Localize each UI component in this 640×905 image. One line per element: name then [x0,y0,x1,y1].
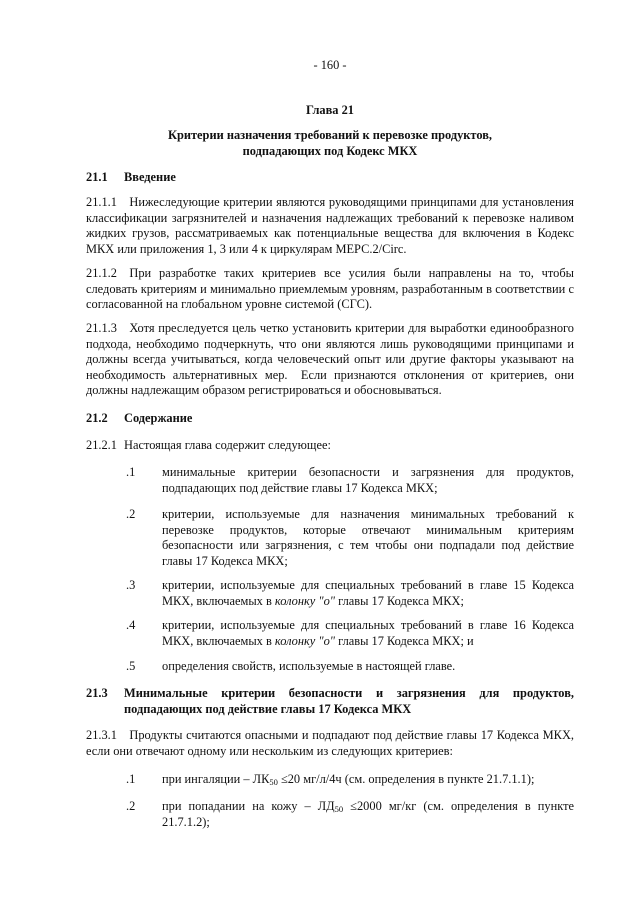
list-item-number: .2 [126,507,136,521]
chapter-heading: Глава 21 [305,103,354,117]
column-reference: колонку "о" [274,593,336,608]
list-item-number: .1 [126,772,136,786]
criterion-value: ≤20 мг/л/4ч (см. определения в пункте 21.7.1.1); [277,772,535,786]
paragraph-21-1-1: 21.1.1 Нижеследующие критерии являются руководящими принципами для установления классификации загрязнителей и назначения надлежащих требований к перевозке наливом жидких грузов, рассматриваемых как потенциальные вещества для включения в Кодекс МКХ или приложения 1, 3 или 4 к циркулярам МЕРС.2/Circ. [86,195,574,256]
list-item-text [162,578,574,609]
list-item-number: .3 [126,578,136,592]
paragraph-number: 21.3.1 [86,728,117,742]
chapter-title-line-1: Критерии назначения требований к перевозке продуктов, [167,128,493,142]
list-item-text-part: критерии, используемые для специальных требований в главе 16 Кодекса МКХ, включаемых в [162,618,574,648]
section-title: Минимальные критерии безопасности и загрязнения для продуктов, подпадающих под действие главы 17 Кодекса МКХ [124,686,574,716]
paragraph-text: Настоящая глава содержит следующее: [124,438,331,452]
paragraph-text: Продукты считаются опасными и подпадают под действие главы 17 Кодекса МКХ, если они отвечают одному или нескольким из следующих критериев: [86,728,574,758]
list-item-text [162,799,574,830]
section-number: 21.1 [86,170,108,184]
paragraph-number: 21.2.1 [86,438,117,452]
list-item-text: критерии, используемые для назначения минимальных требований к перевозке продуктов, которые отвечают минимальным критериям безопасности или загрязнения, с тем чтобы они подпадали под действие главы 17 Кодекса МКХ; [162,507,574,568]
list-item-text-part: главы 17 Кодекса МКХ; [335,593,464,608]
list-item-number: .2 [126,799,136,813]
subscript: 50 [334,804,344,814]
paragraph-21-1-2: 21.1.2 При разработке таких критериев все усилия были направлены на то, чтобы следовать критериям и минимально приемлемым уровням, разработанным в соответствии с согласованной на глобальном уровне системой (СГС). [86,266,574,311]
list-item-text: определения свойств, используемые в настоящей главе. [162,659,456,673]
page-number: - 160 - [313,58,347,72]
list-item-text-part: главы 17 Кодекса МКХ; и [335,633,474,648]
list-item-number: .5 [126,659,136,673]
list-item-text [162,772,574,788]
section-title: Содержание [124,411,193,425]
section-number: 21.2 [86,411,108,425]
list-item-text [162,618,574,649]
list-item-text: минимальные критерии безопасности и загрязнения для продуктов, подпадающих под действие главы 17 Кодекса МКХ; [162,465,574,495]
section-title: Введение [124,170,176,184]
paragraph-21-1-3: 21.1.3 Хотя преследуется цель четко установить критерии для выработки единообразного подхода, необходимо подчеркнуть, что они являются лишь руководящими принципами и должны всегда учитываться, когда человеческий опыт или другие факторы указывают на необходимость альтернативных мер. Если признаются отклонения от критериев, они должны надлежащим образом регистрироваться и обосновываться. [86,321,574,397]
criterion-label: при ингаляции – ЛК [162,772,270,786]
criterion-value: ≤2000 мг/кг (см. определения в пункте 21.7.1.2); [162,799,574,829]
chapter-title [86,128,574,159]
list-item-number: .1 [126,465,136,479]
chapter-title-line-2: подпадающих под Кодекс МКХ [242,143,418,158]
list-item-text-part: критерии, используемые для специальных требований в главе 15 Кодекса МКХ, включаемых в [162,578,574,608]
paragraph-21-3-1 [86,728,574,759]
criterion-label: при попадании на кожу – ЛД [162,799,335,813]
list-item-number: .4 [126,618,136,632]
section-number: 21.3 [86,686,108,700]
column-reference: колонку "о" [274,633,336,648]
subscript: 50 [269,777,278,787]
